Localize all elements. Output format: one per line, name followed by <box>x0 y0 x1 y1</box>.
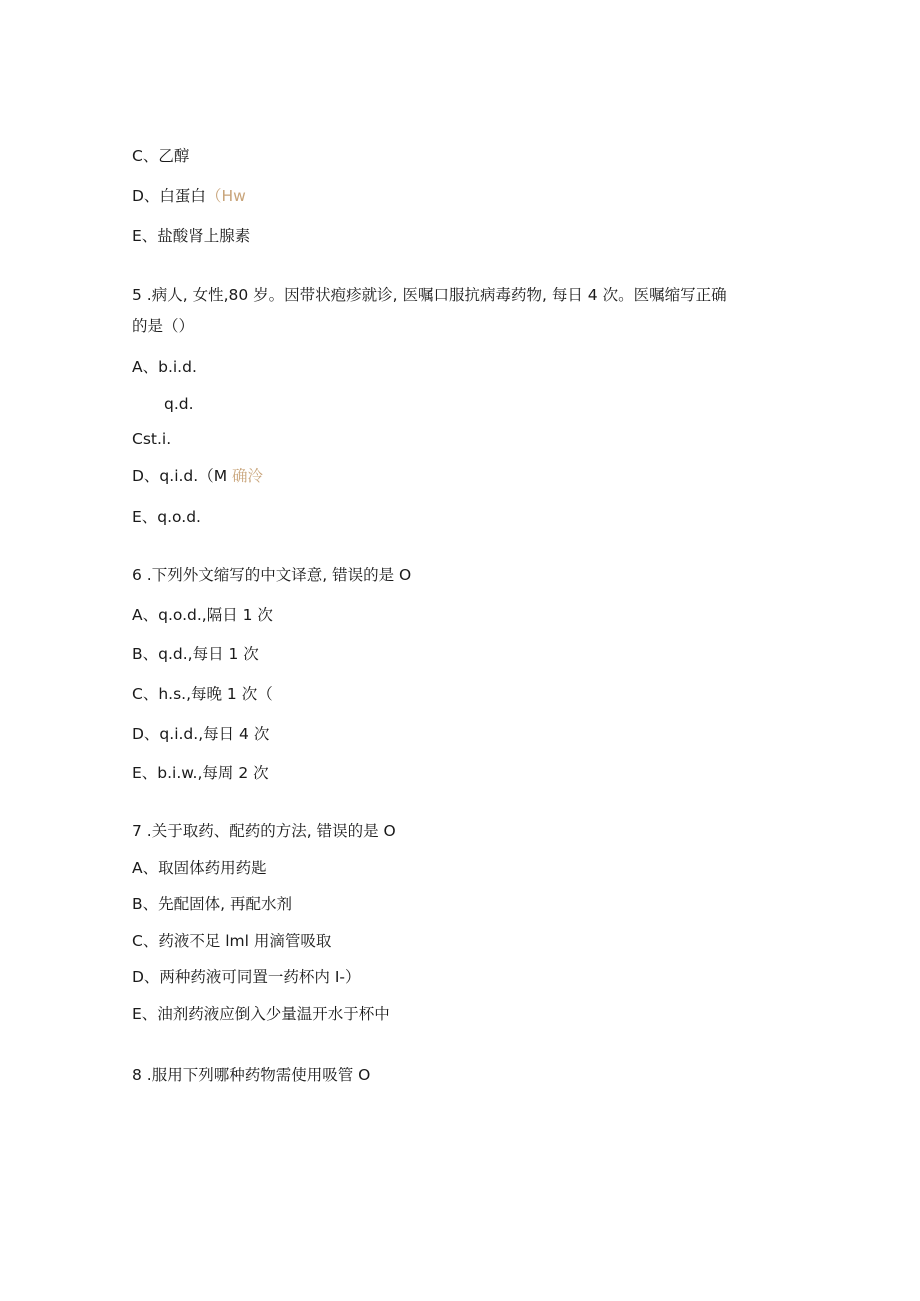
q7-option-c: C、药液不足 lml 用滴管吸取 <box>132 932 332 950</box>
question-5-stem: 5 .病人, 女性,80 岁。因带状疱疹就诊, 医嘱口服抗病毒药物, 每日 4 次。医嘱缩写正确 <box>132 286 727 304</box>
question-7-stem: 7 .关于取药、配药的方法, 错误的是 O <box>132 822 396 840</box>
q7-option-b: B、先配固体, 再配水剂 <box>132 895 292 913</box>
option-e-adrenaline: E、盐酸肾上腺素 <box>132 227 251 245</box>
q7-option-d: D、两种药液可同置一药杯内 I-） <box>132 968 361 986</box>
q5-option-c: Cst.i. <box>132 430 172 448</box>
option-c-ethanol: C、乙醇 <box>132 147 190 165</box>
option-d-albumin: D、白蛋白（Hw <box>132 187 246 205</box>
q5-option-b: q.d. <box>164 395 194 413</box>
q6-option-d: D、q.i.d.,每日 4 次 <box>132 725 270 743</box>
q5-option-a: A、b.i.d. <box>132 358 197 376</box>
handwritten-annotation: 确泠 <box>232 467 264 485</box>
q6-option-a: A、q.o.d.,隔日 1 次 <box>132 606 273 624</box>
question-5-stem-cont: 的是（） <box>132 317 195 335</box>
q5-option-e: E、q.o.d. <box>132 508 201 526</box>
q7-option-a: A、取固体药用药匙 <box>132 859 267 877</box>
question-6-stem: 6 .下列外文缩写的中文译意, 错误的是 O <box>132 566 412 584</box>
question-8-stem: 8 .服用下列哪种药物需使用吸管 O <box>132 1066 371 1084</box>
q6-option-b: B、q.d.,每日 1 次 <box>132 645 259 663</box>
q6-option-e: E、b.i.w.,每周 2 次 <box>132 764 269 782</box>
q6-option-c: C、h.s.,每晚 1 次（ <box>132 685 273 703</box>
q5-option-d: D、q.i.d.（M 确泠 <box>132 467 264 485</box>
handwritten-annotation: （Hw <box>205 187 246 205</box>
q7-option-e: E、油剂药液应倒入少量温开水于杯中 <box>132 1005 390 1023</box>
